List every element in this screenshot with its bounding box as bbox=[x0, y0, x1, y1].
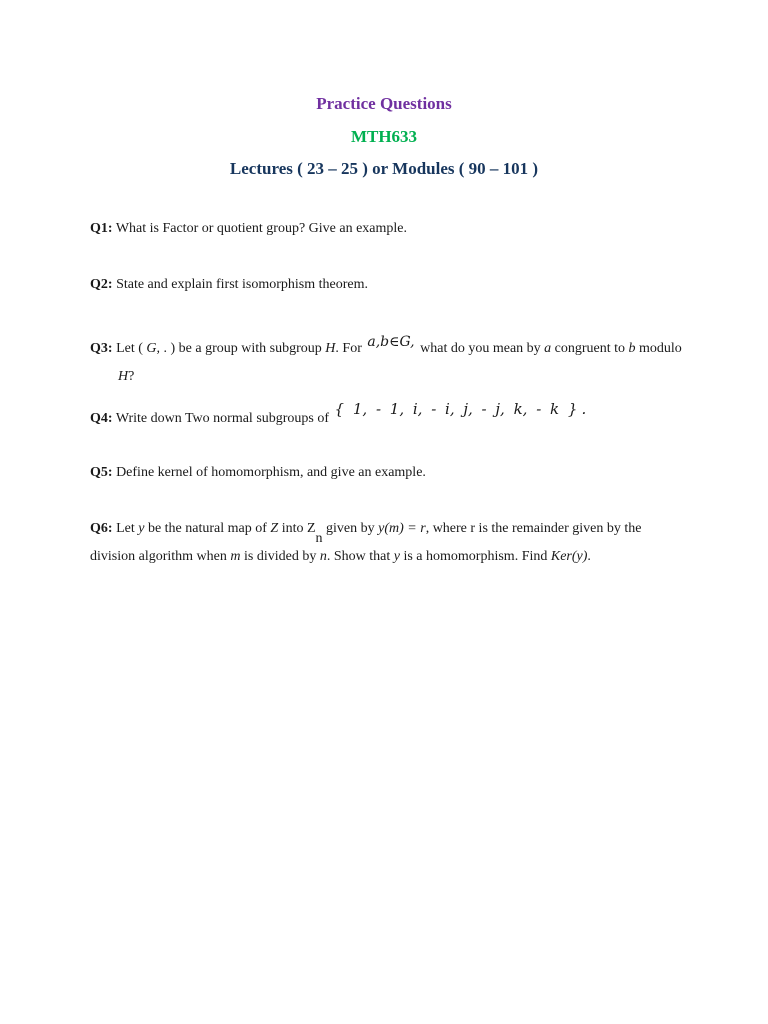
question-label: Q4: bbox=[90, 411, 113, 426]
question-text: , where r is the remainder given by the bbox=[425, 521, 642, 536]
math-expression: y(m) = r bbox=[378, 521, 426, 536]
math-symbol: b bbox=[628, 341, 636, 356]
question-text: What is Factor or quotient group? Give an example. bbox=[115, 221, 408, 236]
question-label: Q6: bbox=[90, 521, 113, 536]
question-text: division algorithm when bbox=[90, 549, 227, 564]
question-text: . Show that bbox=[326, 549, 391, 564]
question-text: . For bbox=[335, 341, 362, 356]
question-2 bbox=[90, 271, 690, 299]
subscript: n bbox=[315, 531, 323, 546]
question-text: State and explain first isomorphism theorem. bbox=[116, 277, 369, 292]
math-symbol: G, bbox=[146, 341, 161, 356]
math-expression: a,b∈G, bbox=[367, 334, 415, 350]
math-period: . bbox=[581, 400, 587, 418]
question-text: given by bbox=[326, 521, 375, 536]
question-text: be the natural map of bbox=[147, 521, 267, 536]
question-text: Write down Two normal subgroups of bbox=[115, 411, 330, 426]
page-title: Practice Questions bbox=[316, 94, 452, 113]
question-text: is a homomorphism. Find bbox=[403, 549, 548, 564]
question-text: into Z bbox=[281, 521, 316, 536]
math-symbol: y bbox=[138, 521, 145, 536]
question-text: modulo bbox=[639, 341, 682, 356]
math-symbol: n bbox=[319, 549, 327, 564]
math-symbol: a bbox=[544, 341, 552, 356]
math-expression: Ker(y) bbox=[550, 549, 588, 564]
question-text: . ) be a group with subgroup bbox=[163, 341, 322, 356]
question-4 bbox=[90, 400, 690, 433]
question-label: Q1: bbox=[90, 221, 113, 236]
math-symbol: Z bbox=[270, 521, 279, 536]
math-symbol: y bbox=[393, 549, 400, 564]
math-symbol: H bbox=[118, 369, 129, 384]
question-text: is divided by bbox=[244, 549, 317, 564]
question-label: Q3: bbox=[90, 341, 113, 356]
question-text: Define kernel of homomorphism, and give an example. bbox=[116, 465, 426, 480]
question-5 bbox=[90, 459, 690, 487]
question-text: Let bbox=[116, 521, 135, 536]
math-symbol: m bbox=[230, 549, 241, 564]
question-3 bbox=[90, 334, 690, 391]
question-text: ? bbox=[128, 369, 135, 384]
question-label: Q2: bbox=[90, 277, 113, 292]
question-text: congruent to bbox=[554, 341, 626, 356]
question-text: . bbox=[587, 549, 591, 564]
math-symbol: H bbox=[325, 341, 336, 356]
question-text: what do you mean by bbox=[420, 341, 541, 356]
math-set-expression: { 1, - 1, i, - i, j, - j, k, - k } bbox=[334, 400, 578, 418]
question-label: Q5: bbox=[90, 465, 113, 480]
question-1 bbox=[90, 215, 690, 243]
question-6 bbox=[90, 515, 690, 571]
course-code: MTH633 bbox=[350, 127, 418, 146]
question-text: Let ( bbox=[116, 341, 143, 356]
lecture-range: Lectures ( 23 – 25 ) or Modules ( 90 – 101 ) bbox=[229, 159, 539, 178]
